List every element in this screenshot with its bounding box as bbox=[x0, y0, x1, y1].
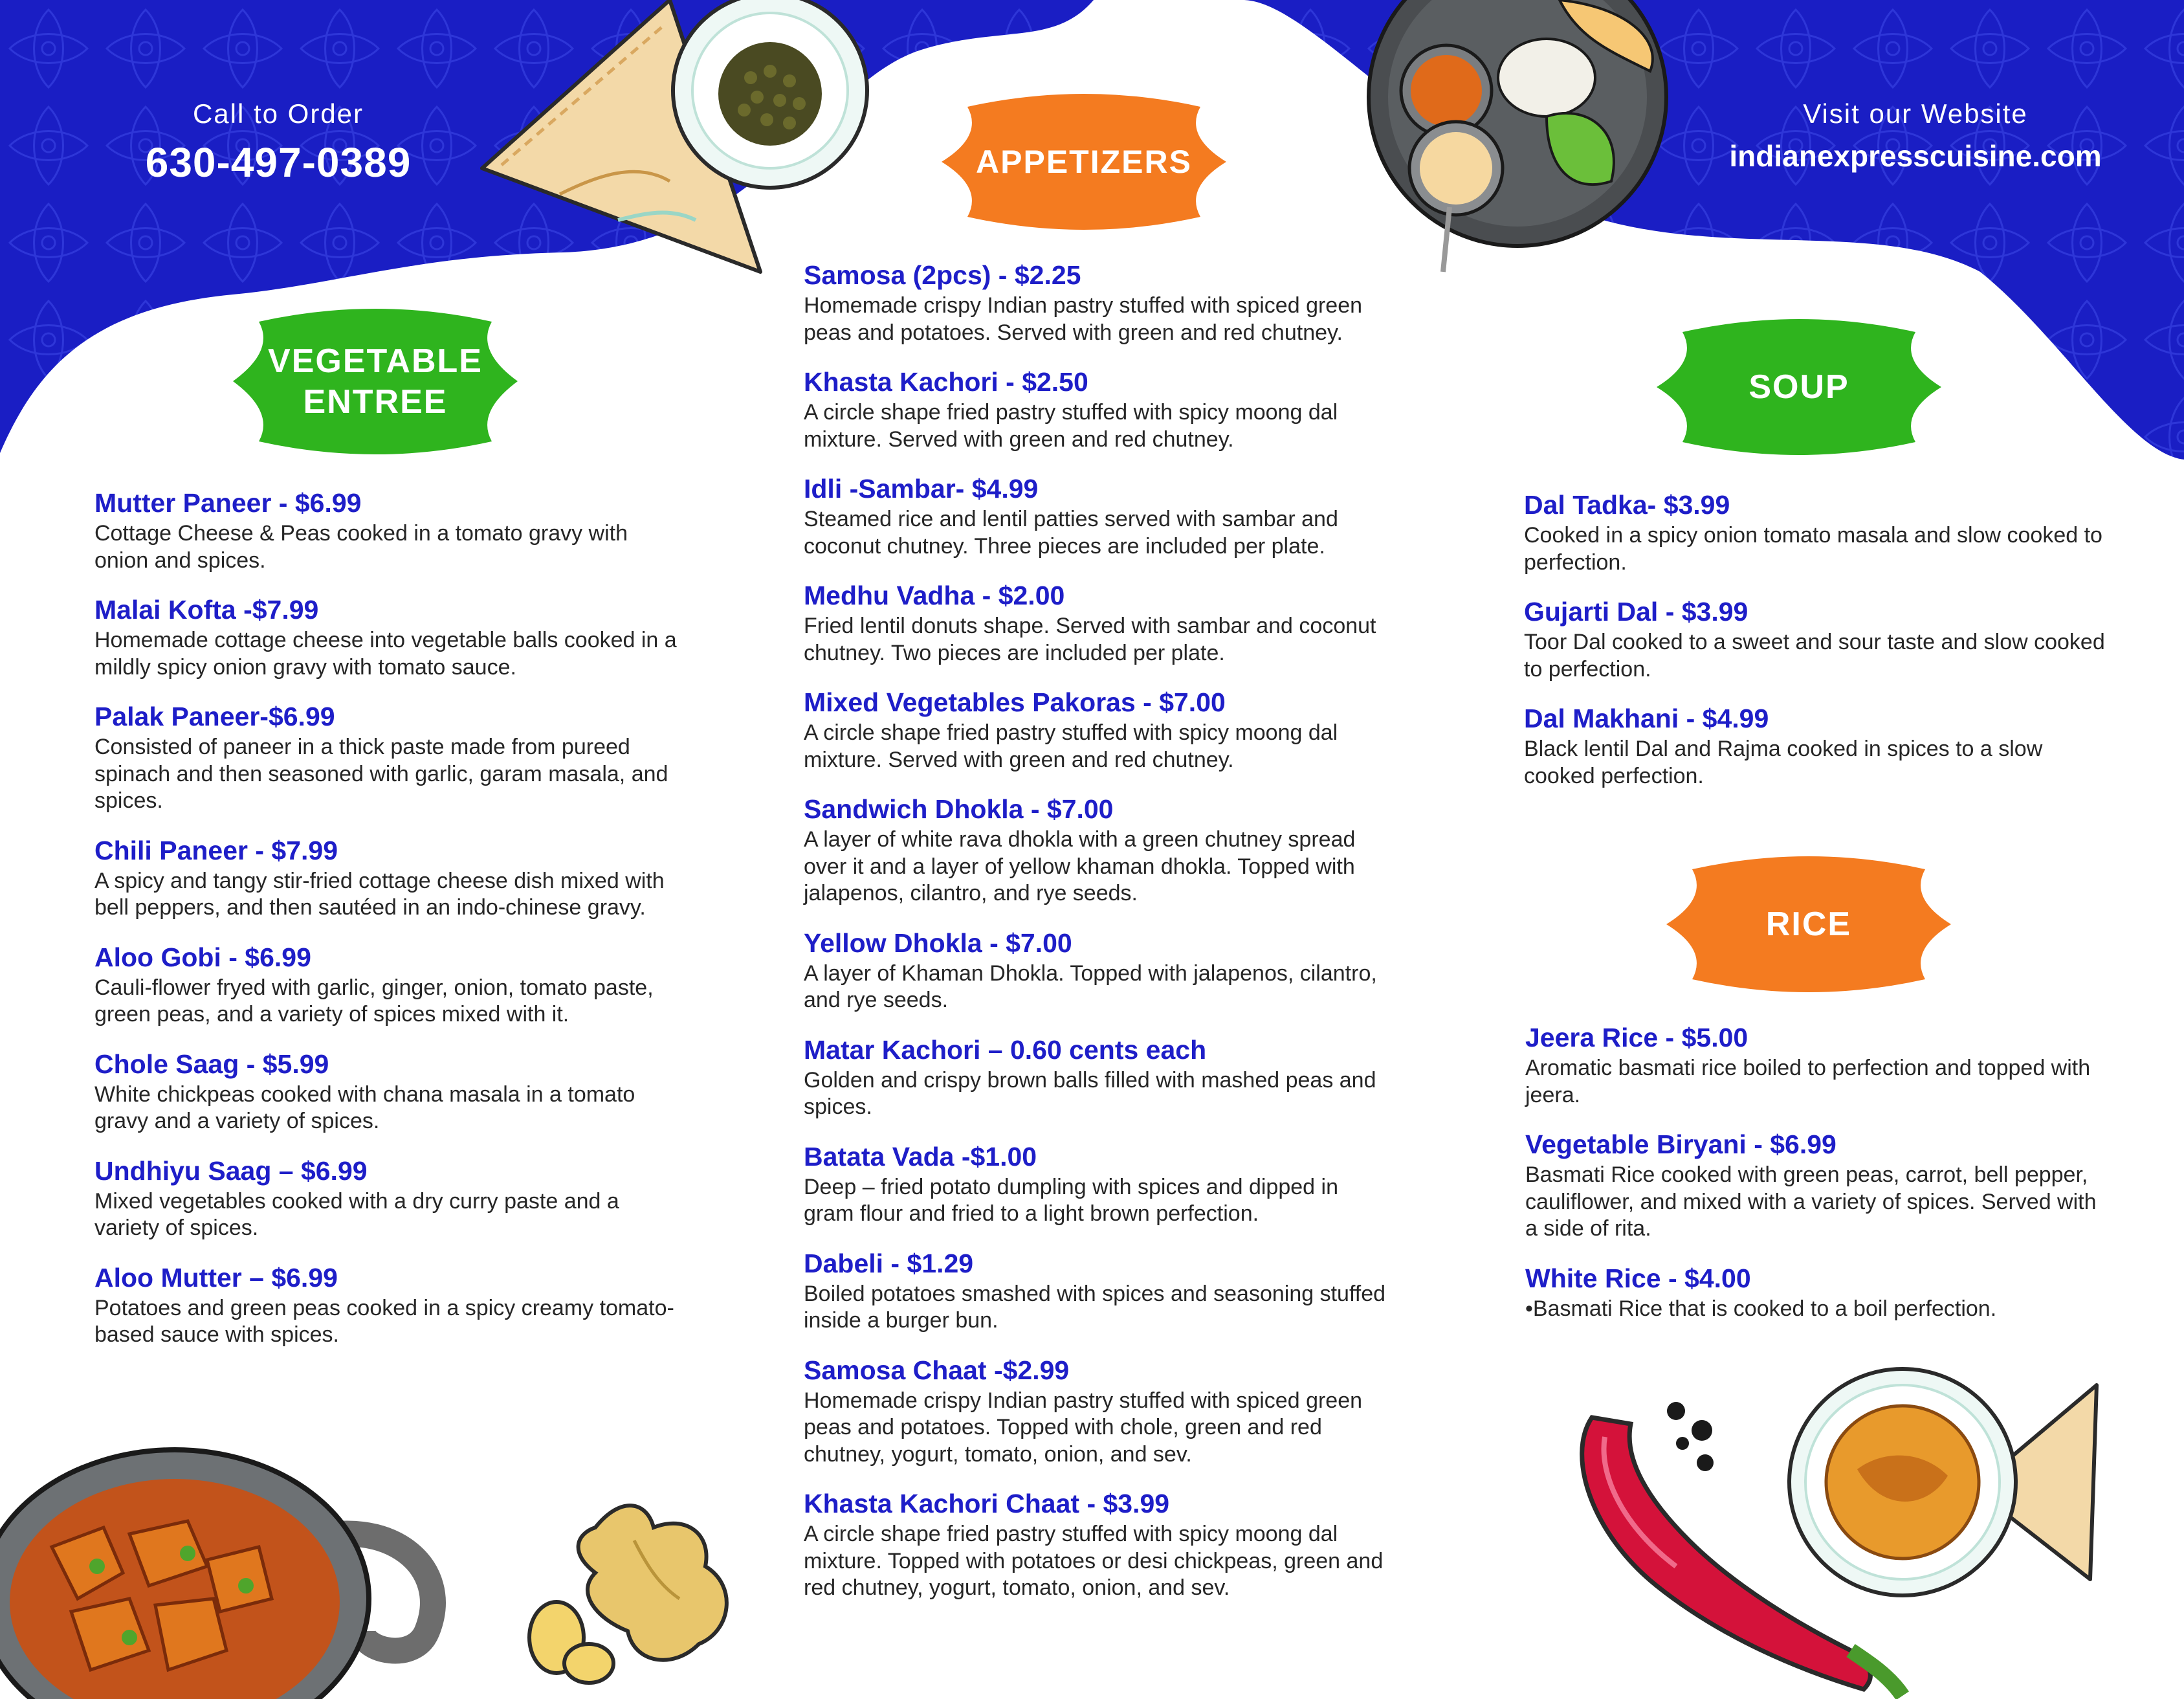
menu-item-description: Cottage Cheese & Peas cooked in a tomato gravy with onion and spices. bbox=[94, 521, 628, 573]
menu-item-name: Sandwich Dhokla - $7.00 bbox=[804, 794, 1114, 825]
menu-item bbox=[94, 1263, 677, 1349]
menu-item bbox=[94, 489, 677, 574]
menu-item-description: Boiled potatoes smashed with spices and seasoning stuffed inside a burger bun. bbox=[804, 1281, 1386, 1333]
vegetable-entree-title-line1: VEGETABLE bbox=[268, 342, 483, 381]
menu-item-description: A circle shape fried pastry stuffed with spicy moong dal mixture. Served with green and red chutney. bbox=[804, 400, 1338, 452]
phone-number[interactable]: 630-497-0389 bbox=[145, 139, 412, 186]
menu-item bbox=[94, 943, 677, 1028]
call-to-order-label: Call to Order bbox=[192, 98, 364, 129]
menu-item-name: Palak Paneer-$6.99 bbox=[94, 702, 335, 732]
menu-item-description: Deep – fried potato dumpling with spices and dipped in gram flour and fried to a light brown perfection. bbox=[804, 1174, 1338, 1227]
menu-item-description: Toor Dal cooked to a sweet and sour taste and slow cooked to perfection. bbox=[1524, 630, 2105, 682]
rice-heading bbox=[1653, 853, 1964, 995]
menu-item-name: Aloo Gobi - $6.99 bbox=[94, 942, 311, 972]
menu-item bbox=[1525, 1023, 2108, 1109]
menu-item-name: Jeera Rice - $5.00 bbox=[1525, 1023, 1748, 1052]
ginger-illustration bbox=[518, 1489, 764, 1689]
menu-item bbox=[1524, 597, 2106, 683]
menu-item bbox=[804, 1142, 1386, 1228]
menu-item bbox=[804, 261, 1386, 346]
menu-item bbox=[94, 595, 677, 681]
menu-item-name: Yellow Dhokla - $7.00 bbox=[804, 927, 1072, 958]
appetizers-title: APPETIZERS bbox=[976, 144, 1192, 180]
menu-item-description: A circle shape fried pastry stuffed with spicy moong dal mixture. Served with green and red chutney. bbox=[804, 720, 1338, 772]
menu-item-name: Undhiyu Saag – $6.99 bbox=[94, 1155, 368, 1186]
menu-item bbox=[1524, 704, 2106, 790]
vegetable-entree-heading bbox=[220, 305, 531, 458]
menu-item bbox=[804, 1249, 1386, 1335]
menu-item-description: Steamed rice and lentil patties served with sambar and coconut chutney. Three pieces are included per plate. bbox=[804, 507, 1338, 559]
menu-item bbox=[804, 688, 1386, 773]
appetizers-list bbox=[804, 261, 1386, 1623]
menu-item bbox=[1525, 1264, 2108, 1323]
menu-item bbox=[804, 1489, 1386, 1602]
website-link[interactable]: indianexpresscuisine.com bbox=[1729, 139, 2102, 173]
menu-item-description: Potatoes and green peas cooked in a spicy creamy tomato-based sauce with spices. bbox=[94, 1295, 674, 1348]
soup-title: SOUP bbox=[1748, 368, 1849, 406]
menu-item-description: Fried lentil donuts shape. Served with sambar and coconut chutney. Two pieces are included per plate. bbox=[804, 614, 1376, 665]
menu-item bbox=[1525, 1130, 2108, 1243]
website-label: Visit our Website bbox=[1803, 98, 2028, 129]
curry-pot-illustration bbox=[0, 1417, 466, 1699]
menu-item-description: White chickpeas cooked with chana masala in a tomato gravy and a variety of spices. bbox=[94, 1082, 635, 1134]
menu-item-description: Homemade crispy Indian pastry stuffed with spiced green peas and potatoes. Served with green and red chutney. bbox=[804, 293, 1363, 345]
vegetable-entree-title-line2: ENTREE bbox=[303, 383, 448, 421]
menu-item-name: Batata Vada -$1.00 bbox=[804, 1141, 1037, 1172]
menu-item bbox=[804, 581, 1386, 667]
thali-plate-illustration bbox=[1352, 0, 1689, 285]
menu-item-name: Samosa Chaat -$2.99 bbox=[804, 1355, 1070, 1385]
menu-item-name: Dabeli - $1.29 bbox=[804, 1248, 974, 1278]
website-block bbox=[1663, 98, 2168, 173]
menu-item-name: Khasta Kachori Chaat - $3.99 bbox=[804, 1489, 1170, 1519]
menu-item-description: Basmati Rice cooked with green peas, carrot, bell pepper, cauliflower, and mixed with a variety of spices. Served with a side of rita. bbox=[1525, 1162, 2097, 1241]
menu-item bbox=[804, 474, 1386, 560]
menu-item bbox=[804, 368, 1386, 453]
menu-item-description: Homemade crispy Indian pastry stuffed with spiced green peas and potatoes. Topped with chole, green and red chutney, yogurt, tomato, onion, and sev. bbox=[804, 1388, 1363, 1467]
menu-item-name: Medhu Vadha - $2.00 bbox=[804, 581, 1065, 611]
menu-item bbox=[804, 1036, 1386, 1121]
menu-item-description: Cauli-flower fryed with garlic, ginger, onion, tomato paste, green peas, and a variety of spices mixed with it. bbox=[94, 975, 654, 1027]
menu-item-name: Malai Kofta -$7.99 bbox=[94, 595, 319, 625]
soup-heading bbox=[1644, 316, 1954, 458]
menu-item-description: A layer of white rava dhokla with a green chutney spread over it and a layer of yellow khaman dhokla. Topped with jalapenos, cilantro, and rye seeds. bbox=[804, 827, 1356, 906]
menu-item-name: Aloo Mutter – $6.99 bbox=[94, 1262, 338, 1293]
menu-item-description: Homemade cottage cheese into vegetable balls cooked in a mildly spicy onion gravy with tomato sauce. bbox=[94, 628, 677, 680]
rice-list bbox=[1525, 1023, 2108, 1344]
menu-item-name: Mutter Paneer - $6.99 bbox=[94, 488, 362, 518]
menu-item-name: Dal Makhani - $4.99 bbox=[1524, 704, 1769, 734]
menu-item-name: Idli -Sambar- $4.99 bbox=[804, 474, 1039, 504]
rice-title: RICE bbox=[1765, 905, 1852, 943]
menu-item-description: Golden and crispy brown balls filled with mashed peas and spices. bbox=[804, 1067, 1376, 1120]
menu-item bbox=[1524, 491, 2106, 576]
menu-item bbox=[804, 929, 1386, 1014]
call-to-order-block bbox=[91, 98, 466, 186]
menu-item-description: Cooked in a spicy onion tomato masala and slow cooked to perfection. bbox=[1524, 523, 2102, 575]
kachori-bowl-illustration bbox=[1780, 1359, 2103, 1631]
menu-item-description: A circle shape fried pastry stuffed with spicy moong dal mixture. Topped with potatoes or desi chickpeas, green and red chutney, yogurt, tomato, onion, and sev. bbox=[804, 1522, 1384, 1601]
vegetable-entree-list bbox=[94, 489, 677, 1370]
menu-item bbox=[94, 1157, 677, 1242]
soup-list bbox=[1524, 491, 2106, 811]
appetizers-heading bbox=[929, 91, 1239, 233]
menu-item bbox=[804, 795, 1386, 907]
menu-item-description: Aromatic basmati rice boiled to perfection and topped with jeera. bbox=[1525, 1056, 2091, 1107]
menu-item-name: Dal Tadka- $3.99 bbox=[1524, 490, 1730, 520]
menu-item-description: Mixed vegetables cooked with a dry curry paste and a variety of spices. bbox=[94, 1188, 619, 1241]
menu-item-description: Black lentil Dal and Rajma cooked in spices to a slow cooked perfection. bbox=[1524, 737, 2043, 788]
menu-item-name: Vegetable Biryani - $6.99 bbox=[1525, 1129, 1837, 1160]
menu-item-name: Mixed Vegetables Pakoras - $7.00 bbox=[804, 687, 1226, 718]
menu-item-name: Khasta Kachori - $2.50 bbox=[804, 367, 1088, 397]
menu-item-description: A layer of Khaman Dhokla. Topped with jalapenos, cilantro, and rye seeds. bbox=[804, 961, 1377, 1013]
menu-item-name: Chili Paneer - $7.99 bbox=[94, 835, 338, 865]
menu-item-name: Samosa (2pcs) - $2.25 bbox=[804, 260, 1081, 290]
menu-item-name: White Rice - $4.00 bbox=[1525, 1263, 1751, 1293]
peppercorn-bowl-illustration bbox=[654, 0, 887, 207]
menu-item-description: A spicy and tangy stir-fried cottage cheese dish mixed with bell peppers, and then sautéed in an indo-chinese gravy. bbox=[94, 868, 665, 920]
menu-item-description: Consisted of paneer in a thick paste made from pureed spinach and then seasoned with garlic, garam masala, and spices. bbox=[94, 735, 668, 814]
menu-item bbox=[94, 702, 677, 815]
menu-item bbox=[94, 1050, 677, 1135]
menu-item-name: Gujarti Dal - $3.99 bbox=[1524, 597, 1748, 627]
menu-item bbox=[804, 1356, 1386, 1469]
menu-item-name: Chole Saag - $5.99 bbox=[94, 1049, 329, 1079]
menu-item-name: Matar Kachori – 0.60 cents each bbox=[804, 1034, 1207, 1065]
menu-item bbox=[94, 836, 677, 922]
menu-item-description: •Basmati Rice that is cooked to a boil perfection. bbox=[1525, 1296, 1997, 1321]
